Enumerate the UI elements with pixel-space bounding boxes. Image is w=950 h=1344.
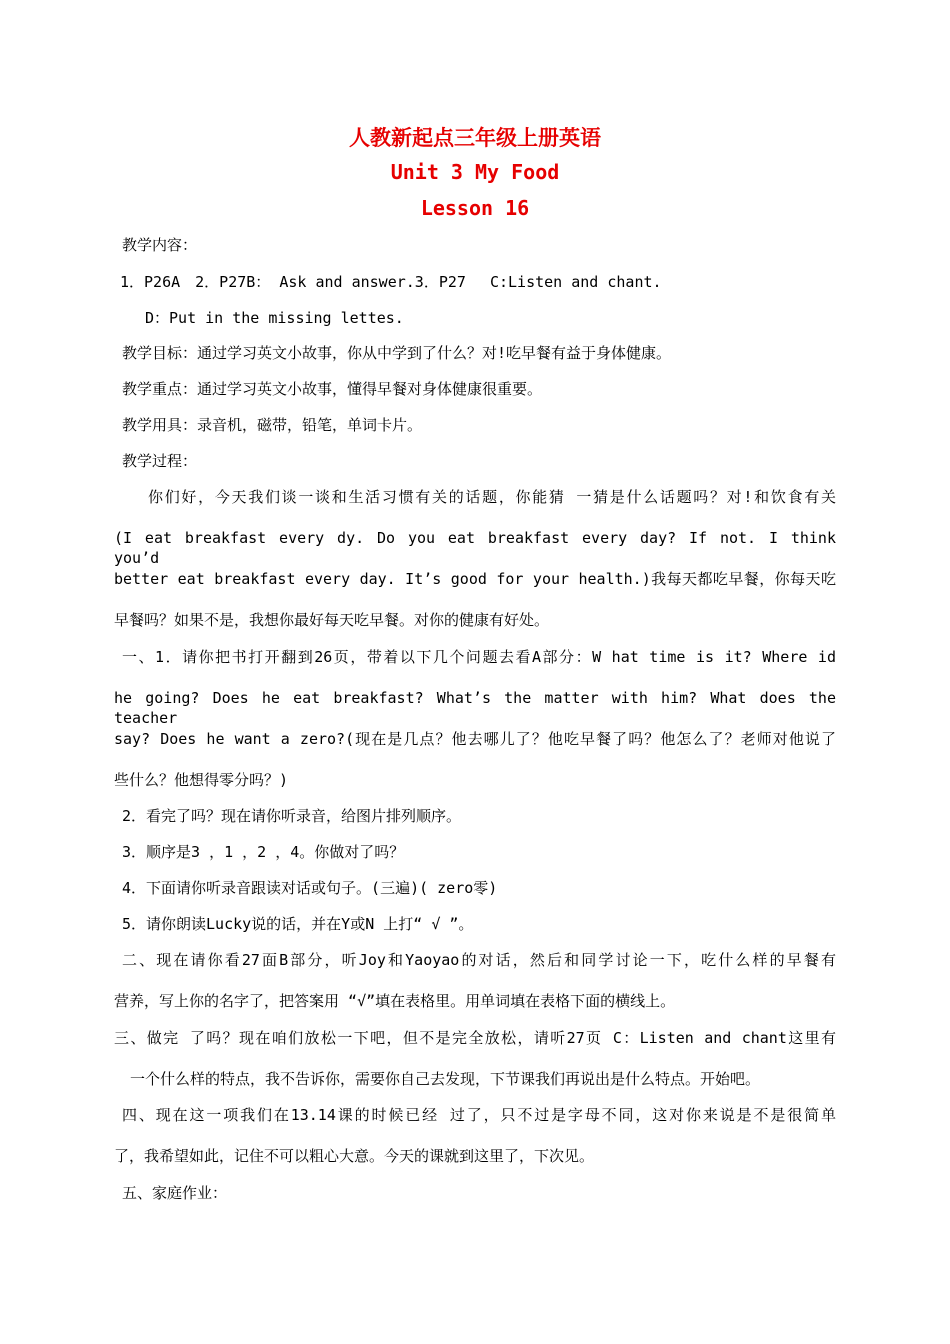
paragraph-line: say? Does he want a zero?(现在是几点？他去哪儿了？他吃早餐了吗？他怎么了？老师对他说了 [114, 730, 836, 748]
paragraph-line: 营养，写上你的名字了，把答案用 “√”填在表格里。用单词填在表格下面的横线上。 [114, 992, 676, 1010]
lesson-heading: Lesson 16 [420, 196, 530, 220]
paragraph-line: 你们好，今天我们谈一谈和生活习惯有关的话题，你能猜 一猜是什么话题吗？对!和饮食有关 [148, 488, 836, 506]
unit-heading: Unit 3 My Food [390, 160, 560, 184]
goal-line: 教学目标：通过学习英文小故事，你从中学到了什么？对!吃早餐有益于身体健康。 [122, 344, 672, 362]
section-label-process: 教学过程： [122, 452, 198, 470]
paragraph-line: 些什么？他想得零分吗？) [114, 771, 289, 789]
paragraph-line: he going? Does he eat breakfast? What’s the matter with him? What does the teacher [114, 689, 836, 727]
step-line: 4．下面请你听录音跟读对话或句子。(三遍)( zero零) [122, 879, 498, 897]
materials-line: 教学用具：录音机，磁带，铅笔，单词卡片。 [122, 416, 423, 434]
paragraph-line: 一个什么样的特点，我不告诉你，需要你自己去发现，下节课我们再说出是什么特点。开始吧。 [130, 1070, 761, 1088]
section-label-homework: 五、家庭作业： [122, 1184, 228, 1202]
paragraph-line: 三、做完 了吗？现在咱们放松一下吧，但不是完全放松，请听27页 C：Listen and chant这里有 [114, 1029, 836, 1047]
step-line: 2．看完了吗？现在请你听录音，给图片排列顺序。 [122, 807, 462, 825]
section-label-content: 教学内容： [122, 236, 198, 254]
step-line: 3．顺序是3 ，1 ，2 ，4。你做对了吗？ [122, 843, 405, 861]
document-title: 人教新起点三年级上册英语 [349, 125, 601, 150]
content-line: 1．P26A 2．P27B： Ask and answer.3．P27 C:Listen and chant. [120, 273, 662, 291]
content-line: D：Put in the missing lettes. [145, 309, 404, 327]
paragraph-line: 四、现在这一项我们在13.14课的时候已经 过了，只不过是字母不同，这对你来说是不是很简单 [122, 1106, 836, 1124]
paragraph-line: 了，我希望如此，记住不可以粗心大意。今天的课就到这里了，下次见。 [114, 1147, 595, 1165]
paragraph-line: 早餐吗？如果不是，我想你最好每天吃早餐。对你的健康有好处。 [114, 611, 550, 629]
paragraph-line: 一、1．请你把书打开翻到26页，带着以下几个问题去看A部分：W hat time is it? Where id [122, 648, 836, 666]
focus-line: 教学重点：通过学习英文小故事，懂得早餐对身体健康很重要。 [122, 380, 543, 398]
paragraph-line: better eat breakfast every day. It’s good for your health.)我每天都吃早餐，你每天吃 [114, 570, 836, 588]
paragraph-line: (I eat breakfast every dy. Do you eat breakfast every day? If not. I think you’d [114, 529, 836, 567]
step-line: 5．请你朗读Lucky说的话，并在Y或N 上打“ √ ”。 [122, 915, 474, 933]
paragraph-line: 二、现在请你看27面B部分，听Joy和Yaoyao的对话，然后和同学讨论一下，吃什么样的早餐有 [122, 951, 836, 969]
